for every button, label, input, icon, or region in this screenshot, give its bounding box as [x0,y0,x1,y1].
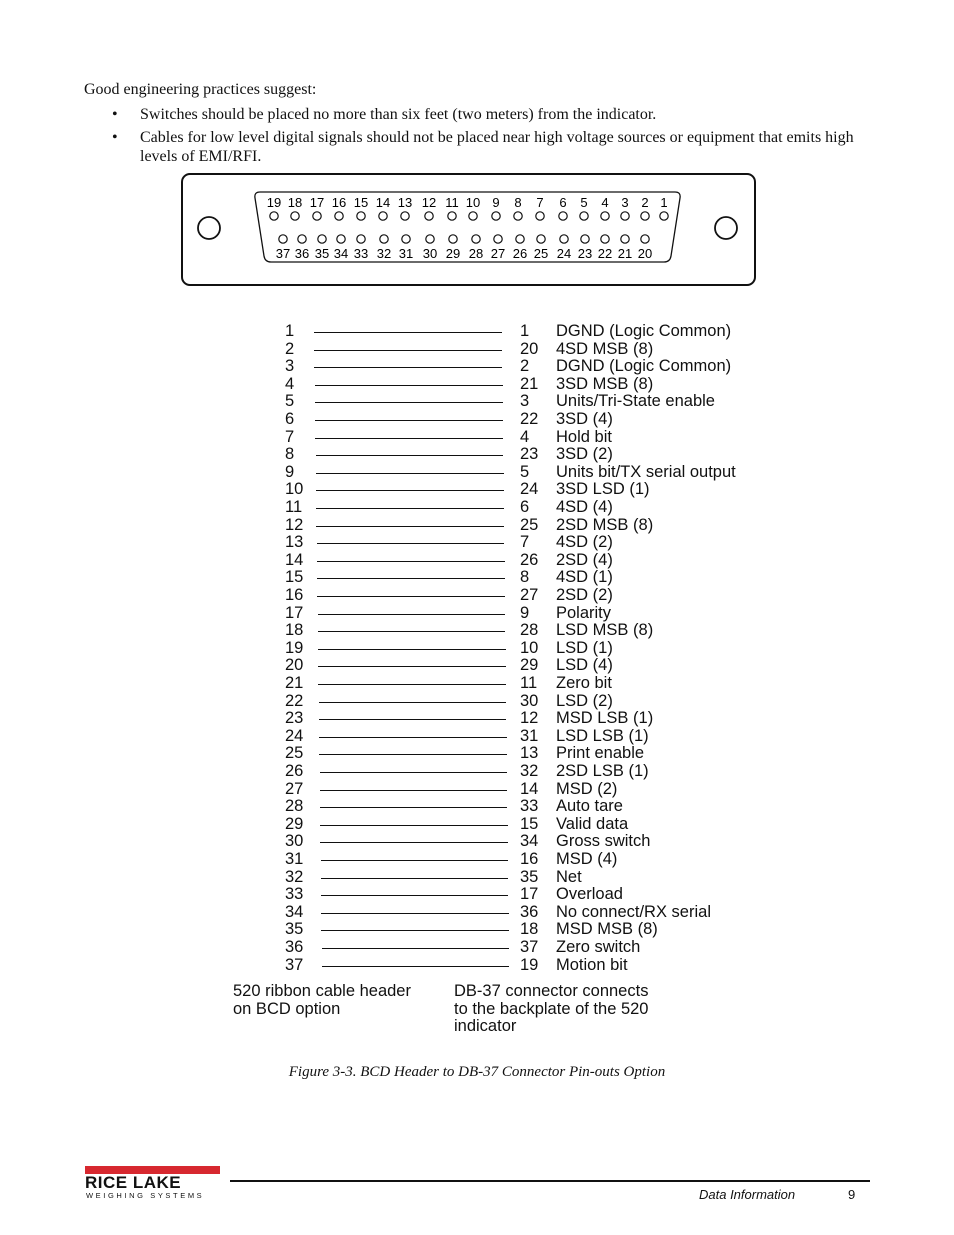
header-pin-number: 6 [285,410,295,428]
connector-pin-label: 29 [445,246,461,261]
header-pin-number: 1 [285,322,295,340]
wire-line [318,649,506,650]
wire-line [322,966,509,967]
header-pin-number: 28 [285,797,304,816]
connector-pin [660,212,668,220]
signal-name: Print enable [556,744,645,763]
wire-line [319,754,507,755]
db37-pin-number: 37 [520,938,539,956]
db37-pin-number: 11 [520,674,538,692]
wire-line [315,402,503,403]
connector-pin [426,235,434,243]
db37-pin-number: 33 [520,797,539,816]
db37-pin-number: 19 [520,955,539,974]
connector-pin-label: 23 [577,246,593,261]
connector-pin-label: 25 [533,246,549,261]
db37-pin-number: 34 [520,832,539,851]
mounting-hole-right [715,217,737,239]
db37-pin-number: 17 [520,885,539,904]
connector-pin [335,212,343,220]
connector-pin [469,212,477,220]
connector-pin-label: 36 [294,246,310,261]
wire-line [319,719,507,720]
db37-pin-number: 20 [520,339,539,358]
wire-line [322,948,509,949]
db37-pin-number: 8 [520,568,530,587]
connector-pin-label: 27 [490,246,506,261]
db37-pin-number: 23 [520,445,539,464]
signal-name: LSD MSB (8) [556,621,654,640]
header-pin-number: 33 [285,885,304,904]
header-pin-number: 27 [285,779,304,798]
connector-pin [601,212,609,220]
connector-pin [402,235,410,243]
wire-line [320,790,507,791]
connector-pin-label: 26 [512,246,528,261]
header-pin-number: 4 [285,374,295,393]
bullet-marker: • [112,129,118,146]
signal-name: DGND (Logic Common) [556,357,732,376]
db37-pin-number: 21 [520,374,539,393]
signal-name: LSD (1) [556,638,613,657]
bullet-text: Switches should be placed no more than six feet (two meters) from the indicator. [140,106,657,123]
signal-name: 3SD LSD (1) [556,480,650,499]
connector-pin-label: 10 [465,195,481,210]
signal-name: 4SD (1) [556,568,613,587]
connector-pin-label: 3 [621,195,629,210]
signal-name: MSD (4) [556,850,618,868]
connector-outline [182,174,755,285]
signal-name: Motion bit [556,955,628,974]
header-pin-number: 16 [285,586,304,604]
signal-name: 2SD LSB (1) [556,762,649,780]
header-caption: 520 ribbon cable header on BCD option [233,982,411,1018]
connector-pin-label: 5 [580,195,588,210]
signal-name: LSD (4) [556,656,613,675]
db37-pin-number: 28 [520,621,539,640]
db37-pin-number: 27 [520,586,539,604]
db37-pin-number: 9 [520,603,530,622]
wire-line [318,614,506,615]
db37-pin-number: 26 [520,550,539,569]
header-pin-number: 7 [285,427,295,446]
header-pin-number: 25 [285,744,304,763]
header-pin-number: 37 [285,955,304,974]
wire-line [315,385,503,386]
signal-name: 2SD (4) [556,550,613,569]
connector-pin-label: 8 [514,195,522,210]
connector-pin [337,235,345,243]
page-number: 9 [848,1187,856,1202]
signal-name: 4SD (4) [556,498,613,516]
connector-pin [357,212,365,220]
db37-pin-number: 32 [520,762,539,780]
wire-line [316,490,504,491]
connector-pin-label: 14 [375,195,391,210]
header-pin-number: 20 [285,656,304,675]
connector-pin [270,212,278,220]
connector-pin-label: 33 [353,246,369,261]
connector-pin-label: 37 [275,246,291,261]
mounting-hole-left [198,217,220,239]
connector-pin-label: 2 [641,195,649,210]
signal-name: Auto tare [556,797,623,816]
wire-line [320,807,507,808]
header-pin-number: 22 [285,691,304,710]
db37-pin-number: 10 [520,638,539,657]
header-pin-number: 10 [285,480,304,499]
wire-line [317,578,505,579]
signal-name: Valid data [556,814,629,833]
connector-pin [560,235,568,243]
connector-pin-label: 1 [660,195,668,210]
header-pin-number: 18 [285,621,304,640]
bottom-pin-row [276,235,652,261]
db37-pin-number: 31 [520,726,539,745]
connector-pin [601,235,609,243]
db37-pin-number: 2 [520,357,530,376]
connector-caption: DB-37 connector connects to the backplate of the 520 indicator [454,982,649,1036]
header-pin-number: 11 [285,498,303,516]
signal-name: DGND (Logic Common) [556,322,732,340]
wire-line [316,526,504,527]
connector-pin [494,235,502,243]
connector-pin [298,235,306,243]
signal-name: 3SD (2) [556,445,613,464]
header-pin-number: 26 [285,762,304,780]
db37-pin-number: 1 [520,322,530,340]
header-pin-number: 5 [285,392,295,411]
connector-pin [559,212,567,220]
db37-pin-number: 6 [520,498,530,516]
figure-caption: Figure 3-3. BCD Header to DB-37 Connector Pin-outs Option [288,1064,666,1080]
intro-text: Good engineering practices suggest: [84,81,317,98]
signal-name: Hold bit [556,427,612,446]
db37-connector-diagram [0,0,954,300]
db37-pin-number: 3 [520,392,530,411]
db37-pin-number: 12 [520,709,539,728]
connector-pin-label: 12 [421,195,437,210]
header-pin-number: 2 [285,339,295,358]
db37-pin-number: 4 [520,427,530,446]
connector-pin [621,212,629,220]
connector-pin-label: 15 [353,195,369,210]
signal-name: 2SD MSB (8) [556,515,654,534]
signal-name: LSD LSB (1) [556,726,649,745]
connector-pin [380,235,388,243]
wire-line [320,825,507,826]
header-pin-number: 30 [285,832,304,851]
header-pin-number: 32 [285,867,304,886]
signal-name: MSD (2) [556,779,618,798]
connector-pin [425,212,433,220]
db37-pin-number: 35 [520,867,539,886]
wire-line [314,332,502,333]
connector-pin-label: 16 [331,195,347,210]
wire-line [317,561,505,562]
connector-pin [318,235,326,243]
db37-pin-number: 24 [520,480,539,499]
db37-pin-number: 30 [520,691,539,710]
connector-pin [514,212,522,220]
connector-pin [279,235,287,243]
footer-rule [230,1180,870,1182]
db37-pin-number: 14 [520,779,539,798]
connector-pin [516,235,524,243]
connector-pin [291,212,299,220]
header-pin-number: 8 [285,445,295,464]
connector-pin-label: 24 [556,246,572,261]
header-pin-number: 31 [285,850,304,868]
db37-pin-number: 25 [520,515,539,534]
header-pin-number: 17 [285,603,304,622]
connector-pin-label: 21 [617,246,633,261]
header-pin-number: 19 [285,638,304,657]
top-pin-row [267,195,668,220]
connector-pin-label: 13 [397,195,413,210]
connector-pin-label: 35 [314,246,330,261]
header-pin-number: 24 [285,726,304,745]
db37-pin-number: 18 [520,920,539,939]
wire-line [319,737,507,738]
connector-pin-label: 28 [468,246,484,261]
bullet-marker: • [112,106,118,123]
wire-line [318,666,506,667]
connector-pin-label: 17 [309,195,325,210]
bullet-text: Cables for low level digital signals should not be placed near high voltage sources or equipment that emits high levels of EMI/RFI. [140,129,854,165]
header-pin-number: 21 [285,674,304,692]
connector-pin-label: 22 [597,246,613,261]
wire-line [316,473,504,474]
connector-pin-label: 7 [536,195,544,210]
db37-pin-number: 29 [520,656,539,675]
header-pin-number: 34 [285,902,304,921]
connector-pin [401,212,409,220]
wire-line [317,543,505,544]
footer-section-title: Data Information [699,1187,796,1202]
wire-line [315,420,503,421]
signal-name: Zero switch [556,938,641,956]
db37-pin-number: 15 [520,814,539,833]
wire-line [315,438,503,439]
connector-pin [536,212,544,220]
wire-line [314,367,502,368]
wire-line [321,878,508,879]
db37-pin-number: 22 [520,410,539,428]
db37-pin-number: 36 [520,902,539,921]
connector-pin [449,235,457,243]
connector-pin-label: 18 [287,195,303,210]
header-pin-number: 35 [285,920,304,939]
connector-pin [313,212,321,220]
signal-name: Units/Tri-State enable [556,392,715,411]
signal-name: Polarity [556,603,612,622]
signal-name: 3SD MSB (8) [556,374,654,393]
header-pin-number: 23 [285,709,304,728]
signal-name: 2SD (2) [556,586,613,604]
signal-name: MSD LSB (1) [556,709,654,728]
wire-line [316,455,504,456]
wire-line [321,930,508,931]
wire-line [321,913,508,914]
connector-pin [580,212,588,220]
signal-name: MSD MSB (8) [556,920,658,939]
signal-name: 3SD (4) [556,410,613,428]
connector-pin-label: 6 [559,195,567,210]
connector-pin-label: 32 [376,246,392,261]
connector-pin-label: 30 [422,246,438,261]
wire-line [317,596,505,597]
connector-pin [537,235,545,243]
db37-pin-number: 13 [520,744,539,763]
wire-line [318,631,506,632]
wire-line [321,860,508,861]
wire-line [320,842,507,843]
company-logo-subtitle: WEIGHING SYSTEMS [86,1191,205,1200]
connector-pin [448,212,456,220]
db37-pin-number: 5 [520,462,530,481]
connector-pin-label: 19 [266,195,282,210]
connector-pin-label: 9 [492,195,500,210]
wire-line [321,895,508,896]
header-pin-number: 12 [285,515,304,534]
signal-name: Gross switch [556,832,651,851]
wire-line [320,772,508,773]
connector-pin [472,235,480,243]
db37-pin-number: 16 [520,850,539,868]
signal-name: Overload [556,885,623,904]
connector-pin [581,235,589,243]
signal-name: No connect/RX serial [556,902,711,921]
connector-pin [641,235,649,243]
connector-pin-label: 31 [398,246,414,261]
wire-line [318,684,506,685]
header-pin-number: 14 [285,550,304,569]
signal-name: Units bit/TX serial output [556,462,736,481]
connector-pin [357,235,365,243]
connector-pin-label: 4 [601,195,609,210]
header-pin-number: 13 [285,533,304,552]
connector-pin-label: 34 [333,246,349,261]
header-pin-number: 15 [285,568,304,587]
header-pin-number: 29 [285,814,304,833]
signal-name: LSD (2) [556,691,613,710]
header-pin-number: 9 [285,462,295,481]
connector-pin-label: 20 [637,246,653,261]
signal-name: Zero bit [556,674,612,692]
wire-line [316,508,504,509]
connector-pin [492,212,500,220]
signal-name: 4SD MSB (8) [556,339,654,358]
header-pin-number: 3 [285,357,295,376]
connector-pin-label: 11 [445,195,459,210]
wire-line [319,702,507,703]
header-pin-number: 36 [285,938,304,956]
db37-pin-number: 7 [520,533,530,552]
wire-line [314,350,502,351]
connector-pin [379,212,387,220]
company-logo: RICE LAKE [85,1173,182,1192]
signal-name: 4SD (2) [556,533,613,552]
connector-pin [621,235,629,243]
connector-pin [641,212,649,220]
signal-name: Net [556,867,582,886]
